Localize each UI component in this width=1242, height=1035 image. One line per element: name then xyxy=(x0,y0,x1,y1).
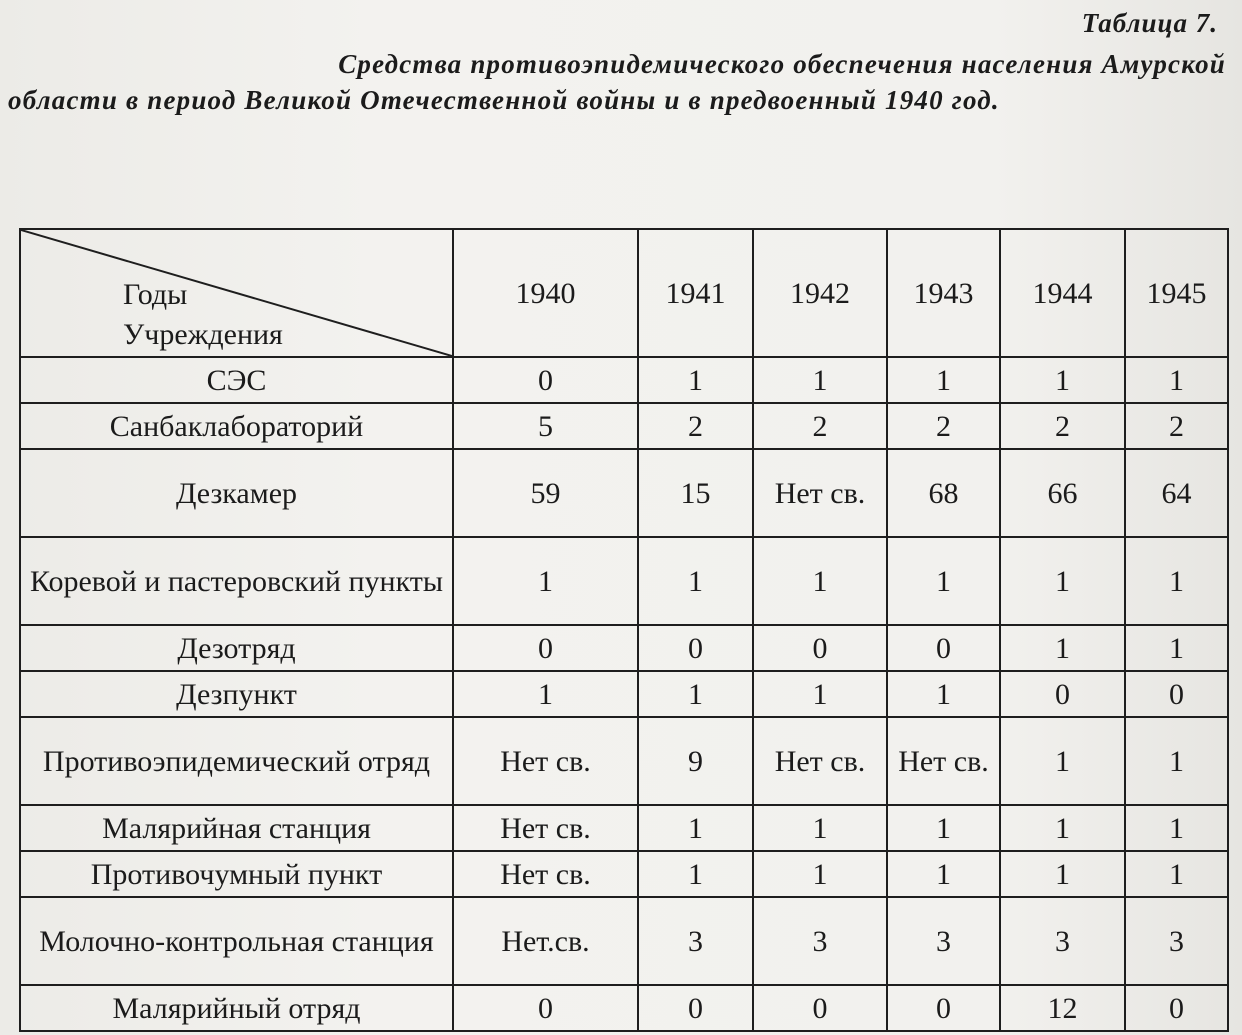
table-cell: 0 xyxy=(887,985,1000,1031)
row-label: Малярийная станция xyxy=(20,805,453,851)
caption-line-2: области в период Великой Отечественной войны и в предвоенный 1940 год. xyxy=(8,85,1000,115)
table-cell: 0 xyxy=(638,985,753,1031)
table-cell: 1 xyxy=(638,357,753,403)
table-row xyxy=(20,403,1228,449)
table-row xyxy=(20,537,1228,625)
table-cell: Нет св. xyxy=(453,717,638,805)
table-cell: 1 xyxy=(638,537,753,625)
row-label: Дезпункт xyxy=(20,671,453,717)
table-cell: 1 xyxy=(1000,357,1125,403)
table-header-row xyxy=(20,229,1228,357)
caption-line-1: Средства противоэпидемического обеспечения населения Амурской xyxy=(338,49,1226,79)
table-cell: 0 xyxy=(453,985,638,1031)
table-cell: 2 xyxy=(1000,403,1125,449)
table-row xyxy=(20,851,1228,897)
table-cell: 0 xyxy=(887,625,1000,671)
table-cell: Нет св. xyxy=(453,805,638,851)
row-label: Молочно-контрольная станция xyxy=(20,897,453,985)
table-cell: 1 xyxy=(753,805,887,851)
corner-years-label: Годы xyxy=(123,278,188,311)
table-cell: 0 xyxy=(753,625,887,671)
table-row xyxy=(20,671,1228,717)
table-cell: 3 xyxy=(1000,897,1125,985)
table-cell: 1 xyxy=(1125,805,1228,851)
table-cell: 1 xyxy=(1125,357,1228,403)
table-cell: 0 xyxy=(1125,671,1228,717)
table-cell: 1 xyxy=(1000,625,1125,671)
table-cell: Нет св. xyxy=(753,717,887,805)
table-row xyxy=(20,717,1228,805)
corner-institutions-label: Учреждения xyxy=(123,318,283,351)
table-cell: 0 xyxy=(453,357,638,403)
table-cell: 1 xyxy=(1000,717,1125,805)
table-cell: 1 xyxy=(453,537,638,625)
data-table xyxy=(19,228,1229,1032)
table-cell: 1 xyxy=(887,537,1000,625)
table-cell: 9 xyxy=(638,717,753,805)
table-cell: 66 xyxy=(1000,449,1125,537)
table-row xyxy=(20,449,1228,537)
table-row xyxy=(20,625,1228,671)
table-cell: 1 xyxy=(1000,851,1125,897)
row-label: Противочумный пункт xyxy=(20,851,453,897)
table-cell: 12 xyxy=(1000,985,1125,1031)
corner-header-cell xyxy=(20,229,453,357)
table-cell: 1 xyxy=(887,851,1000,897)
table-cell: 1 xyxy=(1000,805,1125,851)
table-cell: 2 xyxy=(1125,403,1228,449)
row-label: Санбаклабораторий xyxy=(20,403,453,449)
year-header: 1945 xyxy=(1125,229,1228,357)
table-cell: 0 xyxy=(1000,671,1125,717)
table-cell: 1 xyxy=(753,357,887,403)
table-cell: Нет.св. xyxy=(453,897,638,985)
table-row xyxy=(20,805,1228,851)
row-label: Дезотряд xyxy=(20,625,453,671)
table-row xyxy=(20,357,1228,403)
year-header: 1943 xyxy=(887,229,1000,357)
table-cell: Нет св. xyxy=(453,851,638,897)
table-cell: 0 xyxy=(1125,985,1228,1031)
table-caption xyxy=(8,46,1226,118)
table-cell: 15 xyxy=(638,449,753,537)
row-label: Коревой и пастеровский пункты xyxy=(20,537,453,625)
row-label: Малярийный отряд xyxy=(20,985,453,1031)
year-header: 1941 xyxy=(638,229,753,357)
year-header: 1940 xyxy=(453,229,638,357)
table-cell: 1 xyxy=(887,357,1000,403)
table-cell: Нет св. xyxy=(753,449,887,537)
table-cell: 0 xyxy=(638,625,753,671)
table-cell: 1 xyxy=(887,805,1000,851)
table-cell: 64 xyxy=(1125,449,1228,537)
table-cell: 1 xyxy=(1125,851,1228,897)
table-cell: 1 xyxy=(453,671,638,717)
row-label: СЭС xyxy=(20,357,453,403)
table-cell: 1 xyxy=(1000,537,1125,625)
table-cell: 1 xyxy=(753,851,887,897)
table-row xyxy=(20,985,1228,1031)
table-cell: 0 xyxy=(753,985,887,1031)
table-cell: 1 xyxy=(1125,625,1228,671)
table-cell: 1 xyxy=(1125,717,1228,805)
table-cell: 1 xyxy=(638,671,753,717)
table-cell: 1 xyxy=(753,671,887,717)
year-header: 1942 xyxy=(753,229,887,357)
table-cell: 68 xyxy=(887,449,1000,537)
table-cell: Нет св. xyxy=(887,717,1000,805)
table-row xyxy=(20,897,1228,985)
table-cell: 1 xyxy=(638,805,753,851)
table-cell: 3 xyxy=(1125,897,1228,985)
table-cell: 3 xyxy=(638,897,753,985)
table-cell: 1 xyxy=(1125,537,1228,625)
table-cell: 1 xyxy=(638,851,753,897)
row-label: Дезкамер xyxy=(20,449,453,537)
table-cell: 2 xyxy=(753,403,887,449)
table-cell: 2 xyxy=(638,403,753,449)
row-label: Противоэпидемический отряд xyxy=(20,717,453,805)
year-header: 1944 xyxy=(1000,229,1125,357)
table-cell: 3 xyxy=(887,897,1000,985)
table-cell: 1 xyxy=(753,537,887,625)
table-cell: 0 xyxy=(453,625,638,671)
table-cell: 5 xyxy=(453,403,638,449)
table-cell: 2 xyxy=(887,403,1000,449)
table-cell: 3 xyxy=(753,897,887,985)
table-cell: 59 xyxy=(453,449,638,537)
table-cell: 1 xyxy=(887,671,1000,717)
table-number-label: Таблица 7. xyxy=(1081,8,1218,38)
